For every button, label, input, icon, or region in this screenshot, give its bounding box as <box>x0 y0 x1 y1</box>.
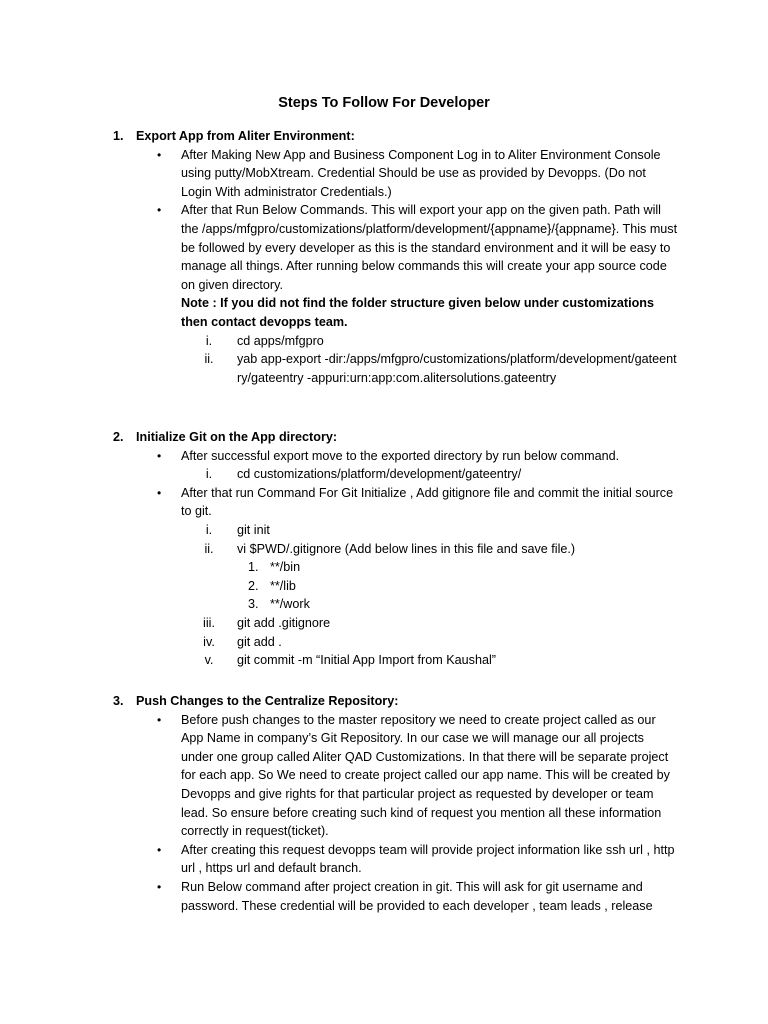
bullet-text: After that run Command For Git Initialize , Add gitignore file and commit the initial source to git. <box>181 485 674 519</box>
line-number: 2. <box>248 578 259 593</box>
section-title: Initialize Git on the App directory: <box>136 430 338 444</box>
section-title: Export App from Aliter Environment: <box>136 129 355 143</box>
list-item <box>0 540 768 559</box>
step-number: v. <box>204 653 214 668</box>
note-text: Note : If you did not find the folder structure given below under customizations then contact devopps team. <box>181 296 654 329</box>
bullet-text: After Making New App and Business Component Log in to Aliter Environment Console using putty/MobXtream. Credential Should be use as provided by Devopps. (Do not Login With administrator Credentials.) <box>181 147 661 199</box>
step-text: cd customizations/platform/development/gateentry/ <box>237 467 522 482</box>
line-text: **/work <box>270 597 310 612</box>
step-number: ii. <box>204 541 214 556</box>
section-number: 1. <box>113 129 124 143</box>
section-number: 2. <box>113 430 124 444</box>
step-number: i. <box>205 522 213 537</box>
list-item <box>0 651 768 670</box>
section-push-changes <box>0 692 768 915</box>
line-number: 3. <box>248 597 259 612</box>
list-item <box>0 558 768 577</box>
bullet-icon: • <box>157 879 162 894</box>
step-number: i. <box>205 333 213 348</box>
step-text: git commit -m “Initial App Import from Kaushal” <box>237 653 496 668</box>
list-item <box>0 614 768 633</box>
list-item <box>0 521 768 540</box>
bullet-icon: • <box>157 485 162 500</box>
step-text: git init <box>237 522 270 537</box>
section-heading <box>0 692 768 711</box>
list-item <box>0 447 768 466</box>
line-number: 1. <box>248 560 259 575</box>
section-number: 3. <box>113 694 124 708</box>
step-text: git add . <box>237 634 282 649</box>
list-item <box>0 332 768 351</box>
list-item <box>0 201 768 331</box>
bullet-text: Run Below command after project creation in git. This will ask for git username and password. These credential will be provided to each developer , team leads , release <box>181 879 653 913</box>
bullet-icon: • <box>157 203 162 218</box>
list-item <box>0 711 768 841</box>
bullet-text: After successful export move to the exported directory by run below command. <box>181 448 620 463</box>
list-item <box>0 465 768 484</box>
bullet-icon: • <box>157 448 162 463</box>
list-item <box>0 484 768 521</box>
document-title: Steps To Follow For Developer <box>278 95 490 111</box>
section-initialize-git <box>0 428 768 670</box>
step-text: vi $PWD/.gitignore (Add below lines in this file and save file.) <box>237 541 576 556</box>
step-number: iii. <box>203 615 215 630</box>
step-text: yab app-export -dir:/apps/mfgpro/customizations/platform/development/gateentry/gateentry -appuri:urn:app:com.alitersolutions.gateentry <box>237 352 677 385</box>
list-item <box>0 633 768 652</box>
step-text: git add .gitignore <box>237 615 331 630</box>
section-title: Push Changes to the Centralize Repository: <box>136 694 399 708</box>
line-text: **/bin <box>270 560 301 575</box>
list-item <box>0 350 768 387</box>
line-text: **/lib <box>270 578 296 593</box>
section-heading <box>0 127 768 146</box>
step-number: i. <box>205 467 213 482</box>
bullet-icon: • <box>157 842 162 857</box>
bullet-text: After that Run Below Commands. This will export your app on the given path. Path will the /apps/mfgpro/customizations/platform/development/{appname}/{appname}. This must be followed by every developer as this is the standard environment and it will be easy to manage all things. After running below commands this will create your app source code on given directory. <box>181 203 678 292</box>
list-item <box>0 146 768 202</box>
bullet-text: Before push changes to the master repository we need to create project called as our App Name in company’s Git Repository. In our case we will manage our all projects under one group called Aliter QAD Customizations. In that there will be separate project for each app. So We need to create project called our app name. This will be created by Devopps and give rights for that particular project as requested by developer or team lead. So ensure before creating such kind of request you mention all these information correctly in request(ticket). <box>181 712 670 839</box>
section-heading <box>0 428 768 447</box>
list-item <box>0 841 768 878</box>
step-number: ii. <box>204 352 214 367</box>
section-export-app <box>0 127 768 387</box>
bullet-icon: • <box>157 147 162 162</box>
list-item <box>0 878 768 915</box>
list-item <box>0 595 768 614</box>
bullet-text: After creating this request devopps team will provide project information like ssh url , http url , https url and default branch. <box>181 842 675 876</box>
step-text: cd apps/mfgpro <box>237 333 324 348</box>
step-number: iv. <box>203 634 215 649</box>
list-item <box>0 577 768 596</box>
bullet-icon: • <box>157 712 162 727</box>
